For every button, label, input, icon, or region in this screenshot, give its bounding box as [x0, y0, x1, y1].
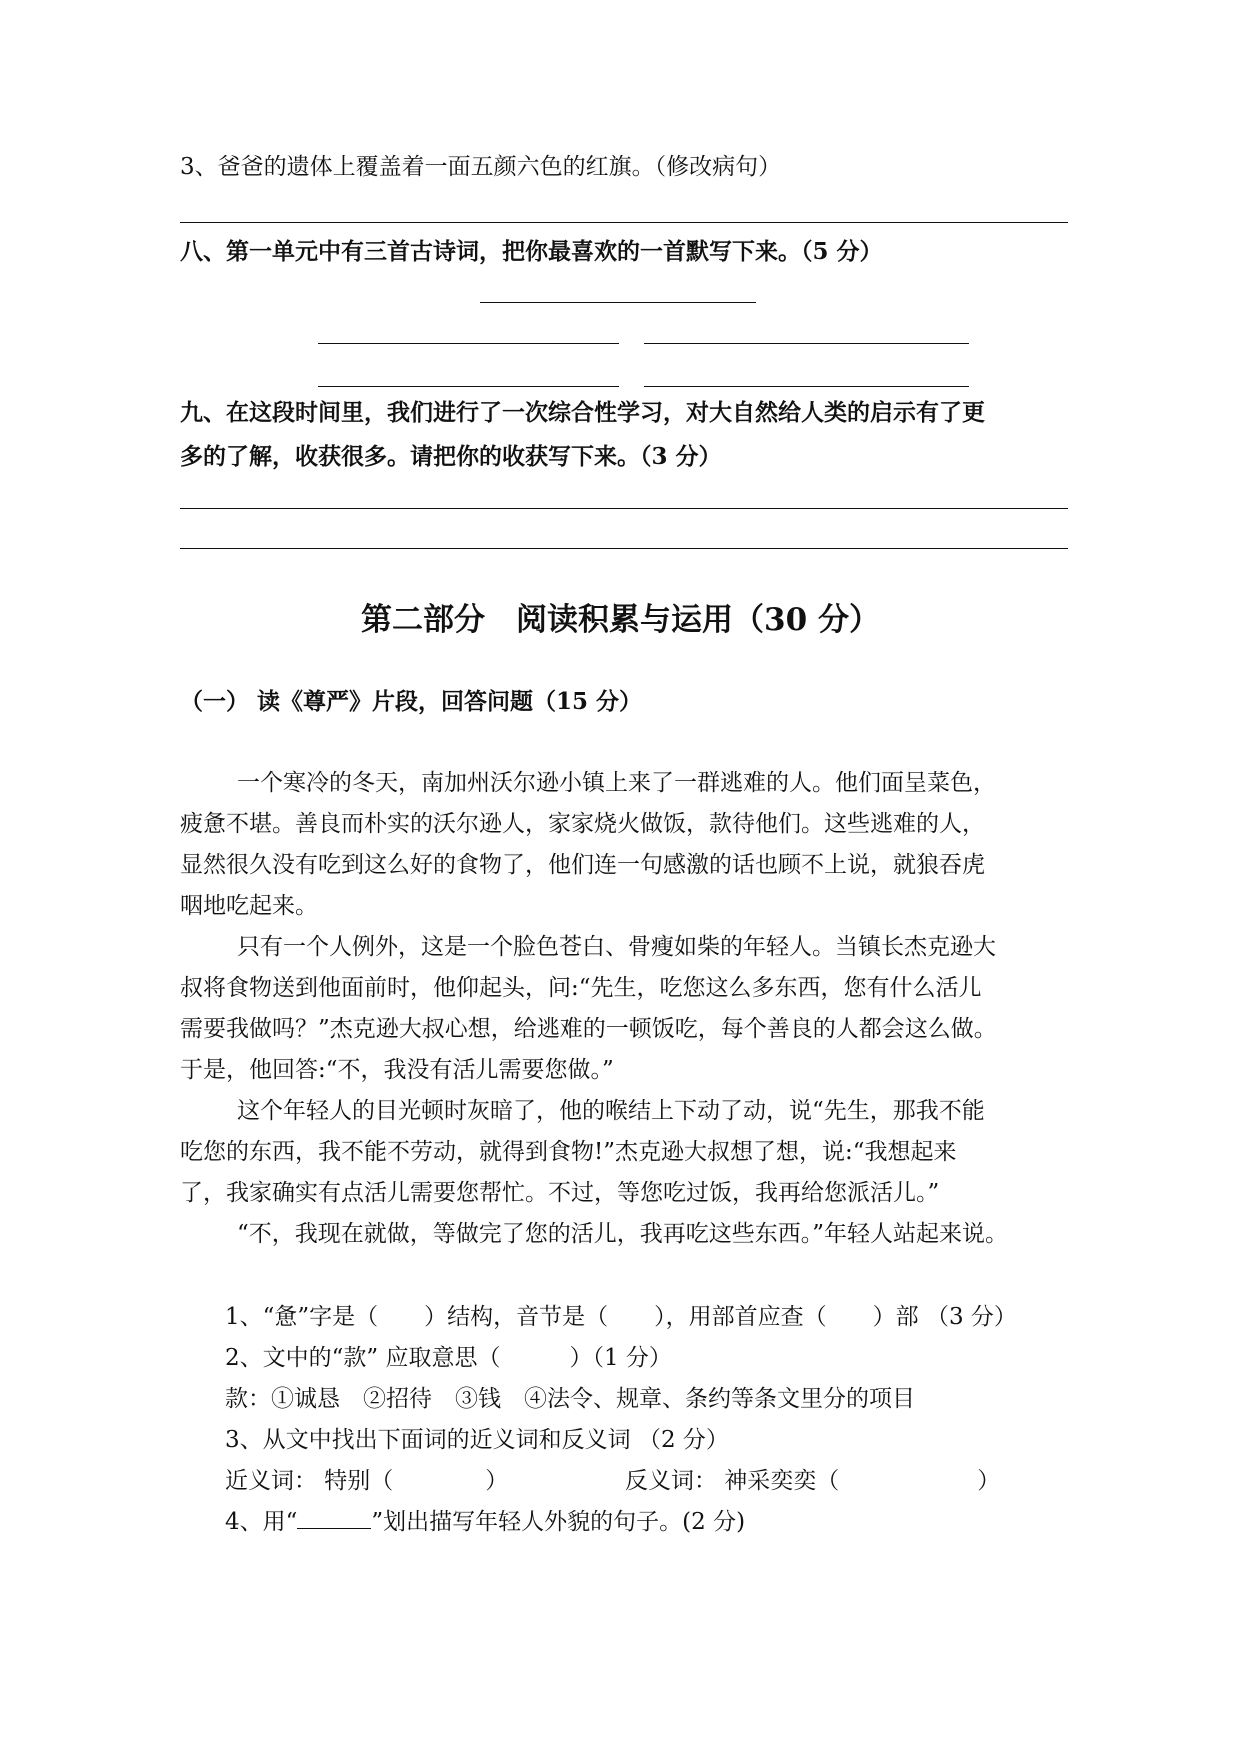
- rewrite-sentence-item: 3、爸爸的遗体上覆盖着一面五颜六色的红旗。（修改病句）: [180, 154, 782, 180]
- passage-line: 这个年轻人的目光顿时灰暗了，他的喉结上下动了动，说“先生，那我不能: [237, 1098, 985, 1124]
- section-8-heading: 八、第一单元中有三首古诗词，把你最喜欢的一首默写下来。（5 分）: [180, 238, 883, 265]
- passage-line: 一个寒冷的冬天，南加州沃尔逊小镇上来了一群逃难的人。他们面呈菜色，: [237, 770, 996, 796]
- question-3-synonym: 近义词： 特别（ ）: [225, 1468, 509, 1494]
- section-9-heading-line1: 九、在这段时间里，我们进行了一次综合性学习，对大自然给人类的启示有了更: [180, 399, 985, 426]
- poem-line-2a: [318, 386, 619, 387]
- question-3-antonym: 反义词： 神采奕奕（ ）: [625, 1468, 1001, 1494]
- passage-line: 于是，他回答:“不，我没有活儿需要您做。”: [180, 1057, 614, 1083]
- passage-line: 了，我家确实有点活儿需要您帮忙。不过，等您吃过饭，我再给您派活儿。”: [180, 1180, 940, 1206]
- passage-line: 疲惫不堪。善良而朴实的沃尔逊人，家家烧火做饭，款待他们。这些逃难的人，: [180, 811, 985, 837]
- question-2: 2、文中的“款” 应取意思（ ）（1 分）: [225, 1345, 672, 1371]
- section-9-heading-line2: 多的了解，收获很多。请把你的收获写下来。（3 分）: [180, 443, 722, 470]
- underline-sample: [297, 1508, 371, 1529]
- passage-line: 需要我做吗？”杰克逊大叔心想，给逃难的一顿饭吃，每个善良的人都会这么做。: [180, 1016, 997, 1042]
- passage-line: 吃您的东西，我不能不劳动，就得到食物!”杰克逊大叔想了想，说:“我想起来: [180, 1139, 957, 1165]
- poem-line-1a: [318, 343, 619, 344]
- answer-line: [180, 548, 1068, 549]
- passage-line: 叔将食物送到他面前时，他仰起头，问:“先生，吃您这么多东西，您有什么活儿: [180, 975, 982, 1001]
- passage-line: 显然很久没有吃到这么好的食物了，他们连一句感激的话也顾不上说，就狼吞虎: [180, 852, 985, 878]
- part-2-title: 第二部分 阅读积累与运用（30 分）: [361, 602, 880, 638]
- question-2-options: 款：①诚恳 ②招待 ③钱 ④法令、规章、条约等条文里分的项目: [225, 1386, 915, 1412]
- question-3: 3、从文中找出下面词的近义词和反义词 （2 分）: [225, 1427, 729, 1453]
- reading-1-heading: （一） 读《尊严》片段，回答问题（15 分）: [180, 688, 643, 715]
- answer-line: [180, 508, 1068, 509]
- answer-line: [180, 222, 1068, 223]
- poem-line-2b: [644, 386, 969, 387]
- passage-line: “不，我现在就做，等做完了您的活儿，我再吃这些东西。”年轻人站起来说。: [237, 1221, 1009, 1247]
- question-4-suffix: ”划出描写年轻人外貌的句子。(2 分): [371, 1509, 746, 1535]
- passage-line: 只有一个人例外，这是一个脸色苍白、骨瘦如柴的年轻人。当镇长杰克逊大: [237, 934, 996, 960]
- question-4-prefix: 4、用“: [225, 1509, 298, 1535]
- passage-line: 咽地吃起来。: [180, 893, 318, 919]
- question-4: [225, 1507, 745, 1537]
- poem-line-1b: [644, 343, 969, 344]
- poem-title-line: [480, 302, 756, 303]
- question-1: 1、“惫”字是（ ）结构，音节是（ ），用部首应查（ ）部 （3 分）: [225, 1304, 1017, 1330]
